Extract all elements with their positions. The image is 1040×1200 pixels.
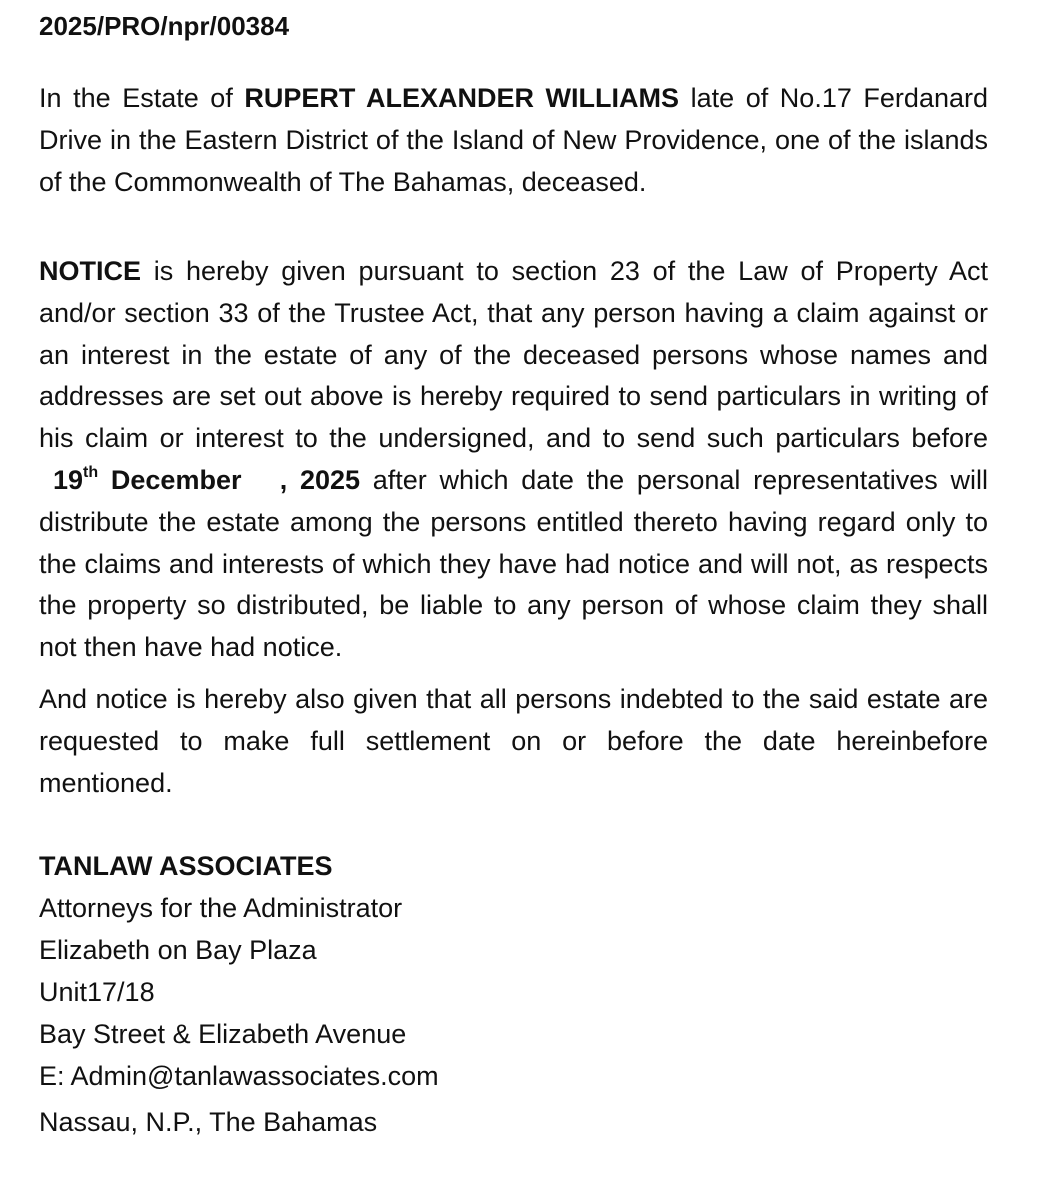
notice-text-part1: is hereby given pursuant to section 23 of the Law of Property Act and/or section 33 of the Trustee Act, that any person having a claim against or an interest in the estate of any of the deceased persons whose names and addresses are set out above is hereby required to send particulars in writing of his claim or interest to the undersigned, and to send such particulars before [39, 256, 988, 454]
case-reference-number: 2025/PRO/npr/00384 [39, 11, 290, 41]
city-line: Nassau, N.P., The Bahamas [39, 1107, 378, 1137]
deadline-month: December [98, 464, 242, 495]
deadline-date [53, 465, 360, 495]
notice-lead: NOTICE [39, 256, 142, 286]
estate-paragraph [39, 78, 988, 203]
deadline-day: 19 [53, 464, 84, 495]
deceased-name: RUPERT ALEXANDER WILLIAMS [244, 83, 680, 113]
notice-text-part2: after which date the personal representatives will distribute the estate among the persons entitled thereto having regard only to the claims and interests of which they have had notice and will not, as respects the property so distributed, be liable to any person of whose claim they shall not then have had notice. [39, 464, 988, 663]
firm-name: TANLAW ASSOCIATES [39, 851, 333, 881]
address-line-2: Unit17/18 [39, 977, 155, 1007]
firm-role: Attorneys for the Administrator [39, 893, 403, 923]
deadline-day-suffix: th [83, 463, 99, 481]
notice-paragraph [39, 251, 988, 669]
address-line-1: Elizabeth on Bay Plaza [39, 935, 317, 965]
estate-prefix: In the Estate of [39, 83, 245, 113]
settlement-paragraph: And notice is hereby also given that all persons indebted to the said estate are requested to make full settlement on or before the date hereinbefore mentioned. [39, 684, 988, 798]
address-line-3: Bay Street & Elizabeth Avenue [39, 1019, 407, 1049]
deadline-year: , 2025 [279, 464, 361, 495]
email-address: E: Admin@tanlawassociates.com [39, 1061, 439, 1091]
signature-block [39, 845, 988, 1143]
estate-suffix: late of No.17 Ferdanard Drive in the Eastern District of the Island of New Providence, one of the islands of the Commonwealth of The Bahamas, deceased. [39, 83, 988, 197]
